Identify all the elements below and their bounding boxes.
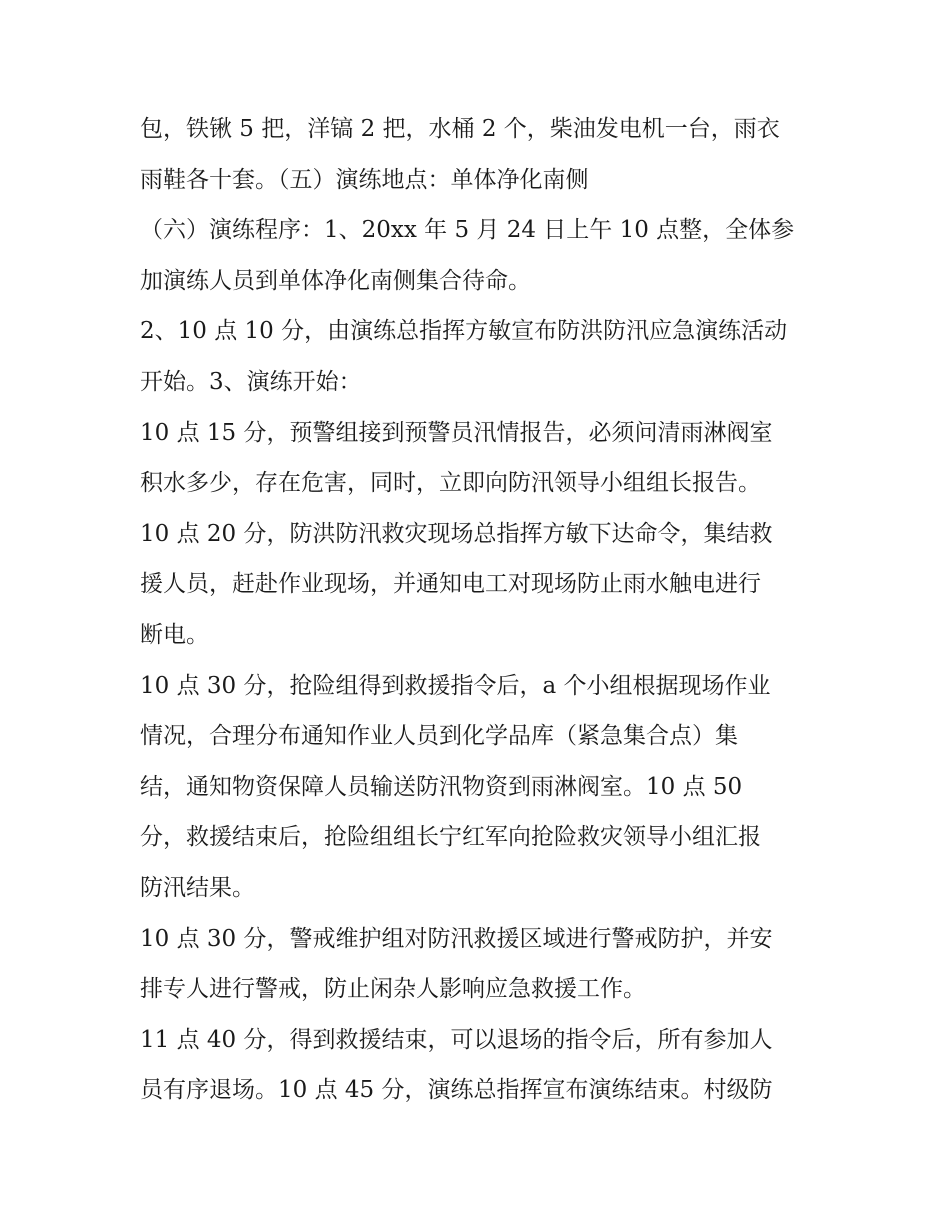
text-line: 断电。 — [140, 621, 209, 648]
text-line: 结，通知物资保障人员输送防汛物资到雨淋阀室。10 点 50 — [140, 773, 743, 800]
text-line: 11 点 40 分，得到救援结束，可以退场的指令后，所有参加人 — [140, 1026, 773, 1053]
text-line: 员有序退场。10 点 45 分，演练总指挥宣布演练结束。村级防 — [140, 1077, 773, 1104]
text-line: 包，铁锹 5 把，洋镐 2 把，水桶 2 个，柴油发电机一台，雨衣 — [140, 116, 780, 142]
text-line: 排专人进行警戒，防止闲杂人影响应急救援工作。 — [140, 976, 646, 1003]
body-text — [140, 104, 830, 1116]
text-line: 10 点 30 分，抢险组得到救援指令后，a 个小组根据现场作业 — [140, 672, 771, 699]
text-line: 开始。3、演练开始： — [140, 368, 362, 395]
text-line: 雨鞋各十套。（五）演练地点：单体净化南侧 — [140, 166, 589, 193]
text-line: 分，救援结束后，抢险组组长宁红军向抢险救灾领导小组汇报 — [140, 824, 761, 851]
text-line: 积水多少，存在危害，同时，立即向防汛领导小组组长报告。 — [140, 470, 761, 497]
text-line: （六）演练程序：1、20xx 年 5 月 24 日上午 10 点整，全体参 — [140, 217, 795, 244]
text-line: 10 点 20 分，防洪防汛救灾现场总指挥方敏下达命令，集结救 — [140, 520, 773, 547]
text-line: 防汛结果。 — [140, 874, 255, 901]
text-line: 10 点 15 分，预警组接到预警员汛情报告，必须问清雨淋阀室 — [140, 419, 773, 446]
text-line: 情况，合理分布通知作业人员到化学品库（紧急集合点）集 — [140, 723, 738, 750]
text-line: 2、10 点 10 分，由演练总指挥方敏宣布防洪防汛应急演练活动 — [140, 318, 788, 345]
text-line: 援人员，赶赴作业现场，并通知电工对现场防止雨水触电进行 — [140, 571, 761, 598]
text-line: 10 点 30 分，警戒维护组对防汛救援区域进行警戒防护，并安 — [140, 925, 773, 952]
text-line: 加演练人员到单体净化南侧集合待命。 — [140, 267, 531, 294]
